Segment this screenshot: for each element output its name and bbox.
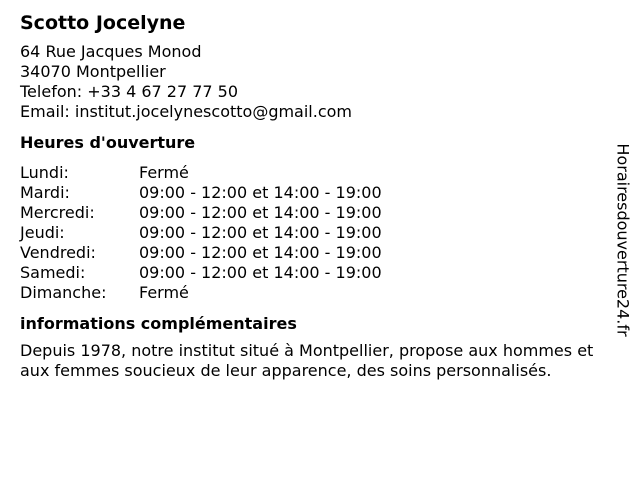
address-line-2: 34070 Montpellier [20,62,166,81]
hours-row [20,243,610,263]
contact-block [20,42,610,122]
hours-time: 09:00 - 12:00 et 14:00 - 19:00 [139,243,382,262]
hours-day: Samedi: [20,263,86,282]
hours-row [20,263,610,283]
hours-time: Fermé [139,283,189,302]
hours-row [20,283,610,303]
info-title: informations complémentaires [20,314,297,333]
hours-title: Heures d'ouverture [20,133,196,152]
hours-table [20,163,610,303]
hours-time: 09:00 - 12:00 et 14:00 - 19:00 [139,223,382,242]
email-line: Email: institut.jocelynescotto@gmail.com [20,102,353,121]
hours-day: Jeudi: [20,223,65,242]
hours-time: 09:00 - 12:00 et 14:00 - 19:00 [139,203,382,222]
hours-time: 09:00 - 12:00 et 14:00 - 19:00 [139,183,382,202]
hours-day: Mardi: [20,183,70,202]
hours-time: 09:00 - 12:00 et 14:00 - 19:00 [139,263,382,282]
info-text: Depuis 1978, notre institut situé à Montpellier, propose aux hommes et aux femmes soucieux de leur apparence, des soins personnalisés. [20,341,594,380]
hours-day: Dimanche: [20,283,107,302]
hours-row [20,203,610,223]
hours-day: Lundi: [20,163,69,182]
hours-time: Fermé [139,163,189,182]
hours-row [20,223,610,243]
site-watermark: Horairesdouverture24.fr [613,143,633,337]
hours-day: Vendredi: [20,243,96,262]
hours-day: Mercredi: [20,203,95,222]
phone-line: Telefon: +33 4 67 27 77 50 [20,82,239,101]
hours-row [20,183,610,203]
address-line-1: 64 Rue Jacques Monod [20,42,202,61]
business-name: Scotto Jocelyne [20,12,186,34]
hours-row [20,163,610,183]
business-card [20,10,610,381]
